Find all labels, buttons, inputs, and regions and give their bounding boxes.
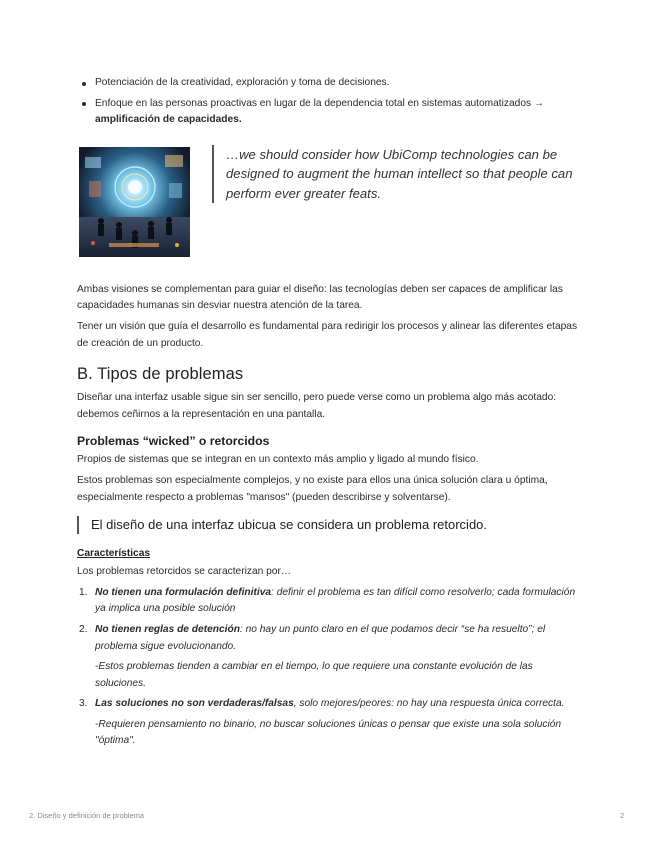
list-number: 3. [79, 698, 88, 710]
bullet-list [77, 75, 582, 129]
footer-chapter-title: 2. Diseño y definición de problema [29, 811, 145, 820]
section-intro: Diseñar una interfaz usable sigue sin ser sencillo, pero puede verse como un problema algo más acotado: debemos ceñirnos a la representación en una pantalla. [77, 392, 557, 420]
subsection-title: Problemas “wicked” o retorcidos [77, 434, 270, 449]
list-item-note: -Estos problemas tienden a cambiar en el tiempo, lo que requiere una constante evolución de las soluciones. [95, 661, 533, 689]
list-item-text: : no hay un punto claro en el que podamos decir “se ha resuelto”; el problema sigue evolucionando. [95, 623, 546, 652]
paragraph: Propios de sistemas que se integran en un contexto más amplio y ligado al mundo físico. [77, 454, 479, 466]
quote-block: …we should consider how UbiComp technologies can be designed to augment the human intellect so that people can perform ever greater feats. [212, 145, 586, 204]
paragraph: Estos problemas son especialmente complejos, y no existe para ellos una única solución clara u óptima, especialmente respecto a problemas "mansos" (pueden describirse y solventarse). [77, 474, 548, 503]
list-item [77, 696, 582, 750]
bullet-item [77, 75, 582, 92]
characteristics-list [77, 585, 582, 750]
section-title: B. Tipos de problemas [77, 365, 244, 384]
footer-page-number: 2 [620, 811, 625, 820]
bullet-text: Potenciación de la creatividad, exploración y toma de decisiones. [95, 77, 390, 88]
figure-row [77, 147, 582, 259]
list-item [77, 622, 582, 692]
list-item-bold: Las soluciones no son verdaderas/falsas [95, 698, 294, 710]
list-item-note: -Requieren pensamiento no binario, no buscar soluciones únicas o pensar que existe una sola solución "óptima". [95, 718, 562, 747]
page-content [77, 75, 582, 754]
list-item-bold: No tienen una formulación definitiva [95, 586, 272, 598]
list-number: 1. [79, 586, 88, 598]
paragraph-block [77, 282, 582, 352]
characteristics-title: Características [77, 548, 151, 560]
list-item [77, 585, 582, 618]
paragraph: Tener un visión que guía el desarrollo es fundamental para redirigir los procesos y alinear las diferentes etapas de creación de un producto. [77, 320, 578, 349]
list-item-text: : definir el problema es tan difícil como resolverlo; cada formulación ya implica una posible solución [95, 586, 576, 615]
bullet-text: Enfoque en las personas proactivas en lugar de la dependencia total en sistemas automatizados → [95, 97, 545, 109]
paragraph: Ambas visiones se complementan para guiar el diseño: las tecnologías deben ser capaces de amplificar las capacidades humanas sin desviar nuestra atención de la tarea. [77, 283, 563, 312]
list-number: 2. [79, 623, 88, 635]
bullet-item [77, 96, 582, 129]
characteristics-intro: Los problemas retorcidos se caracterizan por… [77, 566, 292, 578]
list-item-bold: No tienen reglas de detención [95, 623, 240, 635]
ubicomp-illustration [79, 147, 190, 257]
callout-block: El diseño de una interfaz ubicua se considera un problema retorcido. [77, 516, 582, 534]
list-item-text: , solo mejores/peores: no hay una respuesta única correcta. [293, 698, 565, 710]
bullet-bold-text: amplificación de capacidades. [95, 114, 242, 126]
